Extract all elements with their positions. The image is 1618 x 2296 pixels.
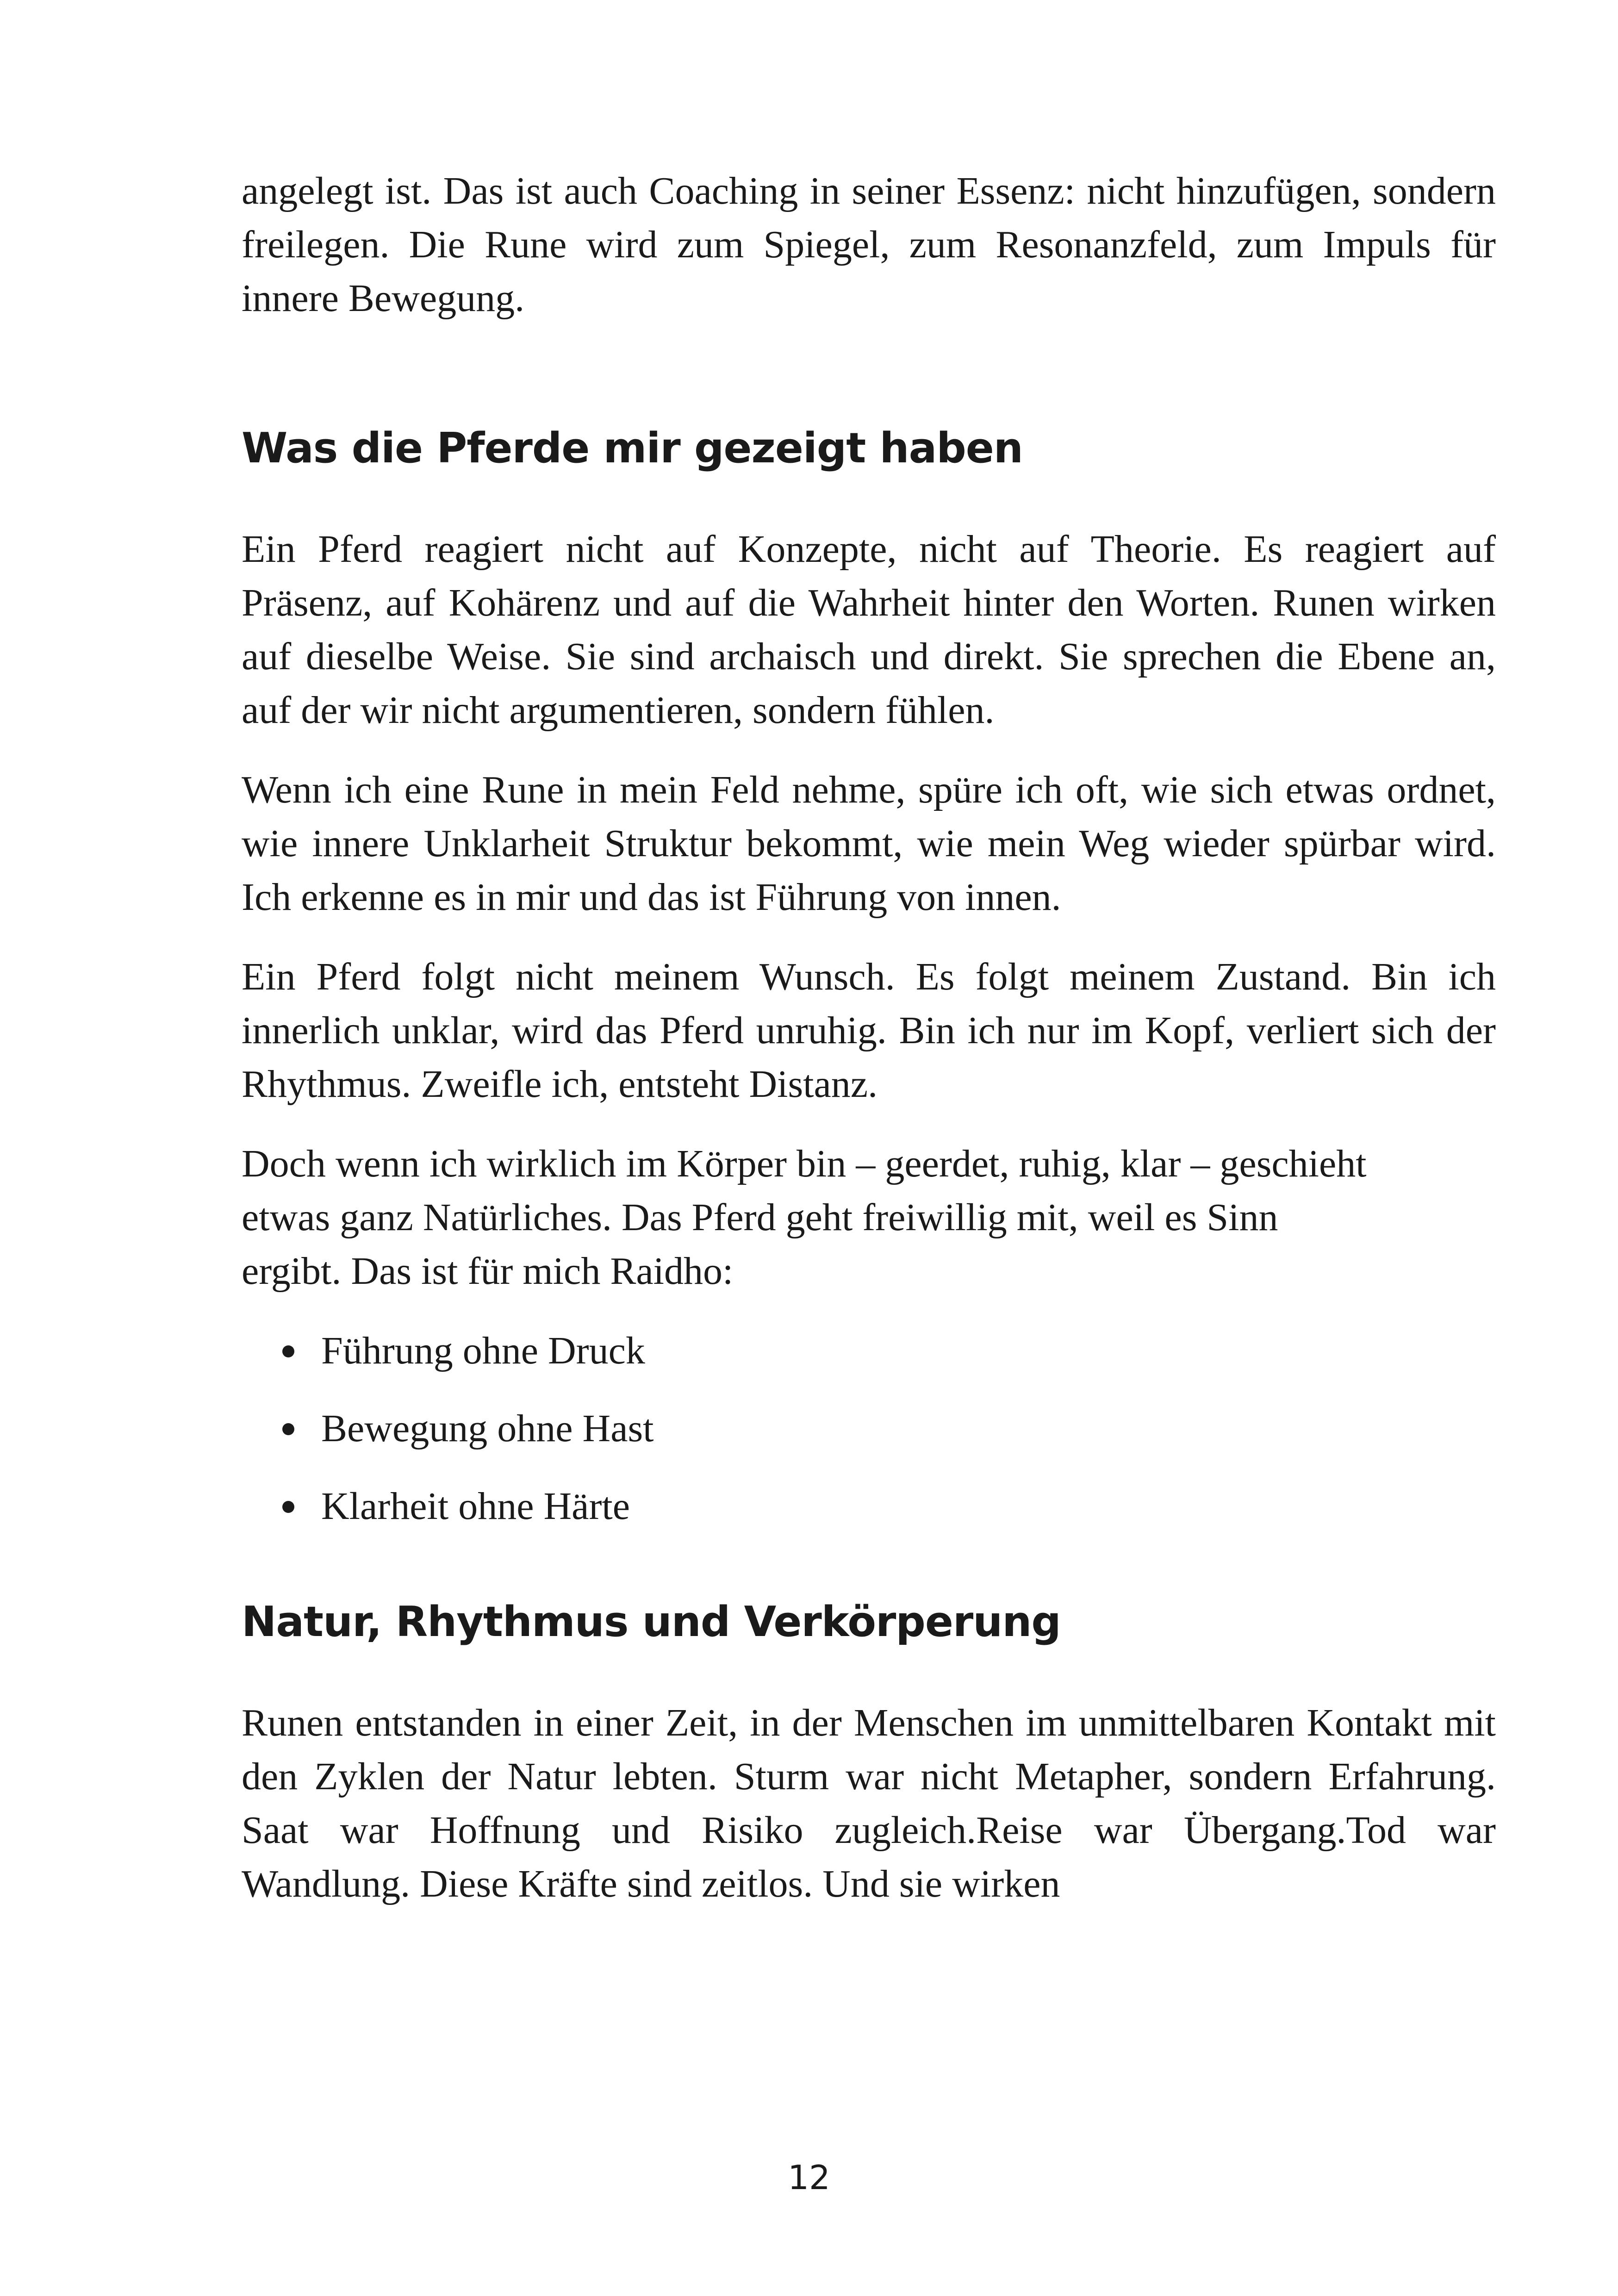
list-item <box>242 1324 1496 1378</box>
bullet-list <box>242 1324 1496 1533</box>
list-item <box>242 1480 1496 1533</box>
spacer <box>242 351 1496 421</box>
spacer <box>242 1557 1496 1594</box>
paragraph: Ein Pferd folgt nicht meinem Wunsch. Es folgt meinem Zustand. Bin ich innerlich unklar, wird das Pferd unruhig. Bin ich nur im Kopf, verliert sich der Rhythmus. Zweifle ich, entsteht Distanz. <box>242 955 1496 1106</box>
paragraph: Ein Pferd reagiert nicht auf Konzepte, nicht auf Theorie. Es reagiert auf Präsenz, auf Kohärenz und auf die Wahrheit hinter den Worten. Runen wirken auf dieselbe Weise. Sie sind archaisch und direkt. Sie sprechen die Ebene an, auf der wir nicht argumentieren, sondern fühlen. <box>242 528 1496 732</box>
list-item-text: Führung ohne Druck <box>321 1329 645 1372</box>
spacer <box>242 476 1496 523</box>
bullet-icon <box>282 1345 294 1357</box>
paragraph-intro: angelegt ist. Das ist auch Coaching in seiner Essenz: nicht hinzufügen, sondern freilegen. Die Rune wird zum Spiegel, zum Resonanzfeld, zum Impuls für innere Bewegung. <box>242 169 1496 320</box>
paragraph: Wenn ich eine Rune in mein Feld nehme, spüre ich oft, wie sich etwas ordnet, wie innere Unklarheit Struktur bekommt, wie mein Weg wieder spürbar wird. Ich erkenne es in mir und das ist Führung von innen. <box>242 768 1496 919</box>
bullet-icon <box>282 1423 294 1435</box>
page-body <box>242 164 1496 1937</box>
list-item-text: Bewegung ohne Hast <box>321 1407 654 1450</box>
section-heading-natur: Natur, Rhythmus und Verkörperung <box>242 1598 1061 1646</box>
bullet-icon <box>282 1501 294 1513</box>
spacer <box>242 1650 1496 1696</box>
page-number: 12 <box>788 2158 830 2197</box>
paragraph: Doch wenn ich wirklich im Körper bin – geerdet, ruhig, klar – geschieht etwas ganz Natürliches. Das Pferd geht freiwillig mit, weil es Sinn ergibt. Das ist für mich Raidho: <box>242 1142 1367 1293</box>
section-heading-pferde: Was die Pferde mir gezeigt haben <box>242 424 1023 473</box>
list-item-text: Klarheit ohne Härte <box>321 1485 630 1528</box>
paragraph: Runen entstanden in einer Zeit, in der Menschen im unmittelbaren Kontakt mit den Zyklen der Natur lebten. Sturm war nicht Metapher, sondern Erfahrung. Saat war Hoffnung und Risiko zugleich.Reise war Übergang.Tod war Wandlung. Diese Kräfte sind zeitlos. Und sie wirken <box>242 1701 1496 1905</box>
list-item <box>242 1402 1496 1456</box>
